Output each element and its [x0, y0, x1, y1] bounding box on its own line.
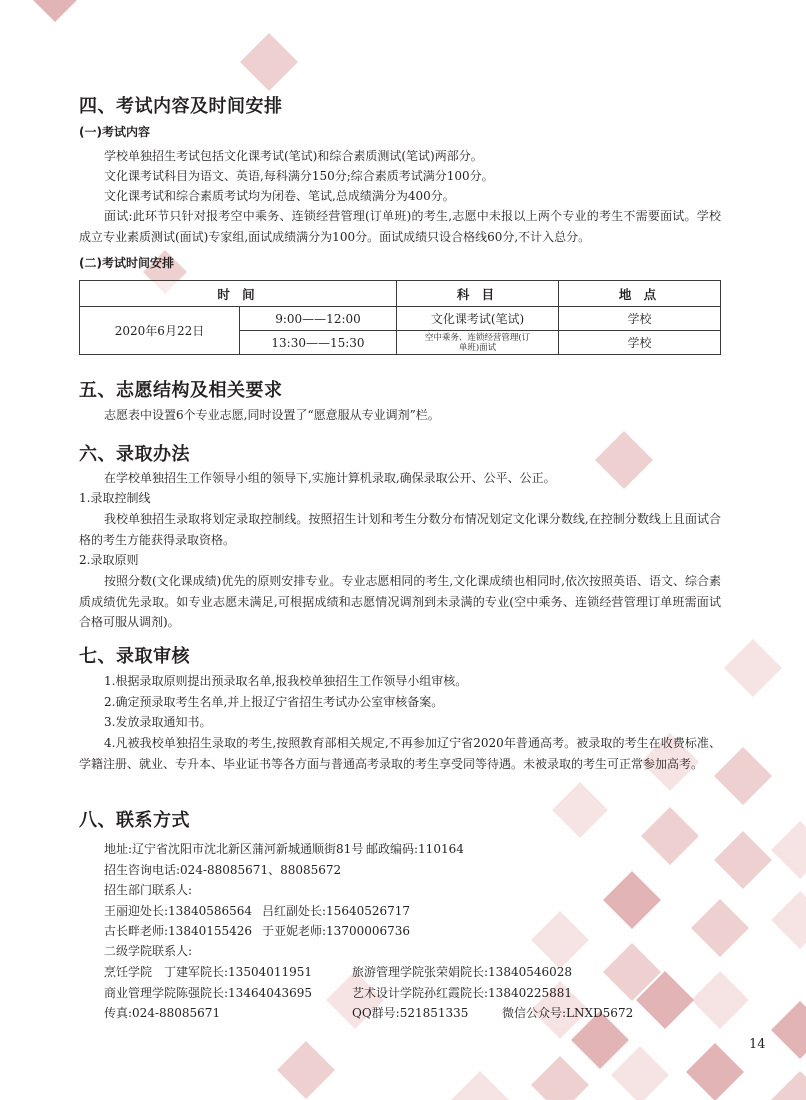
college-contact: 商业管理学院陈强院长:13464043695 — [104, 986, 313, 1000]
section-6-item-2-text: 按照分数(文化课成绩)优先的原则安排专业。专业志愿相同的考生,文化课成绩也相同时,依次按照英语、语文、综合素质成绩优先录取。如专业志愿未满足,可根据成绩和志愿情况调剂到未录满的专业(空中乘务、连锁经营管理订单班需面试合格可服从调剂)。 — [79, 574, 721, 629]
section-5-para: 志愿表中设置6个专业志愿,同时设置了“愿意服从专业调剂”栏。 — [104, 408, 440, 422]
section-4-para-1: 学校单独招生考试包括文化课考试(笔试)和综合素质测试(笔试)两部分。 — [104, 149, 483, 163]
section-4-para-4: 面试:此环节只针对报考空中乘务、连锁经营管理(订单班)的考生,志愿中未报以上两个专业的考生不需要面试。学校成立专业素质测试(面试)专家组,面试成绩满分为100分。面试成绩只设合格线60分,不计入总分。 — [79, 209, 721, 244]
contact-postcode: 邮政编码:110164 — [366, 842, 464, 856]
contact-address: 地址:辽宁省沈阳市沈北新区蒲河新城通顺街81号 — [104, 842, 364, 856]
table-row — [80, 307, 721, 331]
section-4-subtitle-schedule: (二)考试时间安排 — [79, 256, 174, 270]
section-7-title: 七、录取审核 — [79, 646, 190, 667]
time-cell: 13:30——15:30 — [240, 331, 397, 355]
header-place: 地 点 — [559, 281, 721, 307]
section-6-item-1-text: 我校单独招生录取将划定录取控制线。按照招生计划和考生分数分布情况划定文化课分数线,在控制分数线上且面试合格的考生方能获得录取资格。 — [79, 512, 721, 547]
dept-contact: 王丽迎处长:13840586564 — [104, 904, 253, 918]
subject-cell-text: 空中乘务、连锁经营管理(订单班)面试 — [424, 332, 531, 353]
subject-cell — [397, 331, 559, 355]
dept-contacts-label: 招生部门联系人: — [104, 883, 193, 897]
section-8-title: 八、联系方式 — [79, 810, 190, 831]
contact-qq: QQ群号:521851335 — [352, 1006, 469, 1020]
college-contact: 旅游管理学院张荣娟院长:13840546028 — [352, 965, 573, 979]
table-header-row — [80, 281, 721, 307]
section-4-subtitle-content: (一)考试内容 — [79, 125, 150, 139]
college-contacts-label: 二级学院联系人: — [104, 944, 193, 958]
contact-wechat: 微信公众号:LNXD5672 — [502, 1006, 634, 1020]
section-6-title: 六、录取办法 — [79, 444, 190, 465]
section-4-para-3: 文化课考试和综合素质考试均为闭卷、笔试,总成绩满分为400分。 — [104, 189, 455, 203]
section-7-item-4: 4.凡被我校单独招生录取的考生,按照教育部相关规定,不再参加辽宁省2020年普通高考。被录取的考生在收费标准、学籍注册、就业、专升本、毕业证书等各方面与普通高考录取的考生享受同等待遇。未被录取的考生可正常参加高考。 — [79, 736, 721, 771]
place-cell: 学校 — [559, 307, 721, 331]
section-7-item-1: 1.根据录取原则提出预录取名单,报我校单独招生工作领导小组审核。 — [104, 674, 468, 688]
college-contact: 艺术设计学院孙红霞院长:13840225881 — [352, 986, 573, 1000]
contact-fax: 传真:024-88085671 — [104, 1006, 221, 1020]
dept-contact: 古长畔老师:13840155426 — [104, 924, 253, 938]
dept-contact: 于亚妮老师:13700006736 — [262, 924, 411, 938]
section-7-item-2: 2.确定预录取考生名单,并上报辽宁省招生考试办公室审核备案。 — [104, 695, 444, 709]
section-6-item-2-title: 2.录取原则 — [79, 553, 139, 567]
dept-contact: 吕红副处长:15640526717 — [262, 904, 411, 918]
exam-date-cell: 2020年6月22日 — [80, 307, 240, 355]
section-4-para-2: 文化课考试科目为语文、英语,每科满分150分;综合素质考试满分100分。 — [104, 169, 494, 183]
section-6-item-1-title: 1.录取控制线 — [79, 491, 151, 505]
header-subject: 科 目 — [397, 281, 559, 307]
header-time: 时 间 — [80, 281, 397, 307]
place-cell: 学校 — [559, 331, 721, 355]
section-6-intro: 在学校单独招生工作领导小组的领导下,实施计算机录取,确保录取公开、公平、公正。 — [104, 471, 556, 485]
college-contact: 烹饪学院 丁建军院长:13504011951 — [104, 965, 313, 979]
exam-schedule-table — [79, 280, 721, 355]
section-5-title: 五、志愿结构及相关要求 — [79, 380, 283, 401]
section-4-title: 四、考试内容及时间安排 — [79, 96, 283, 117]
contact-phone: 招生咨询电话:024-88085671、88085672 — [104, 863, 342, 877]
subject-cell: 文化课考试(笔试) — [397, 307, 559, 331]
page-number: 14 — [749, 1037, 766, 1052]
section-7-item-3: 3.发放录取通知书。 — [104, 715, 212, 729]
time-cell: 9:00——12:00 — [240, 307, 397, 331]
